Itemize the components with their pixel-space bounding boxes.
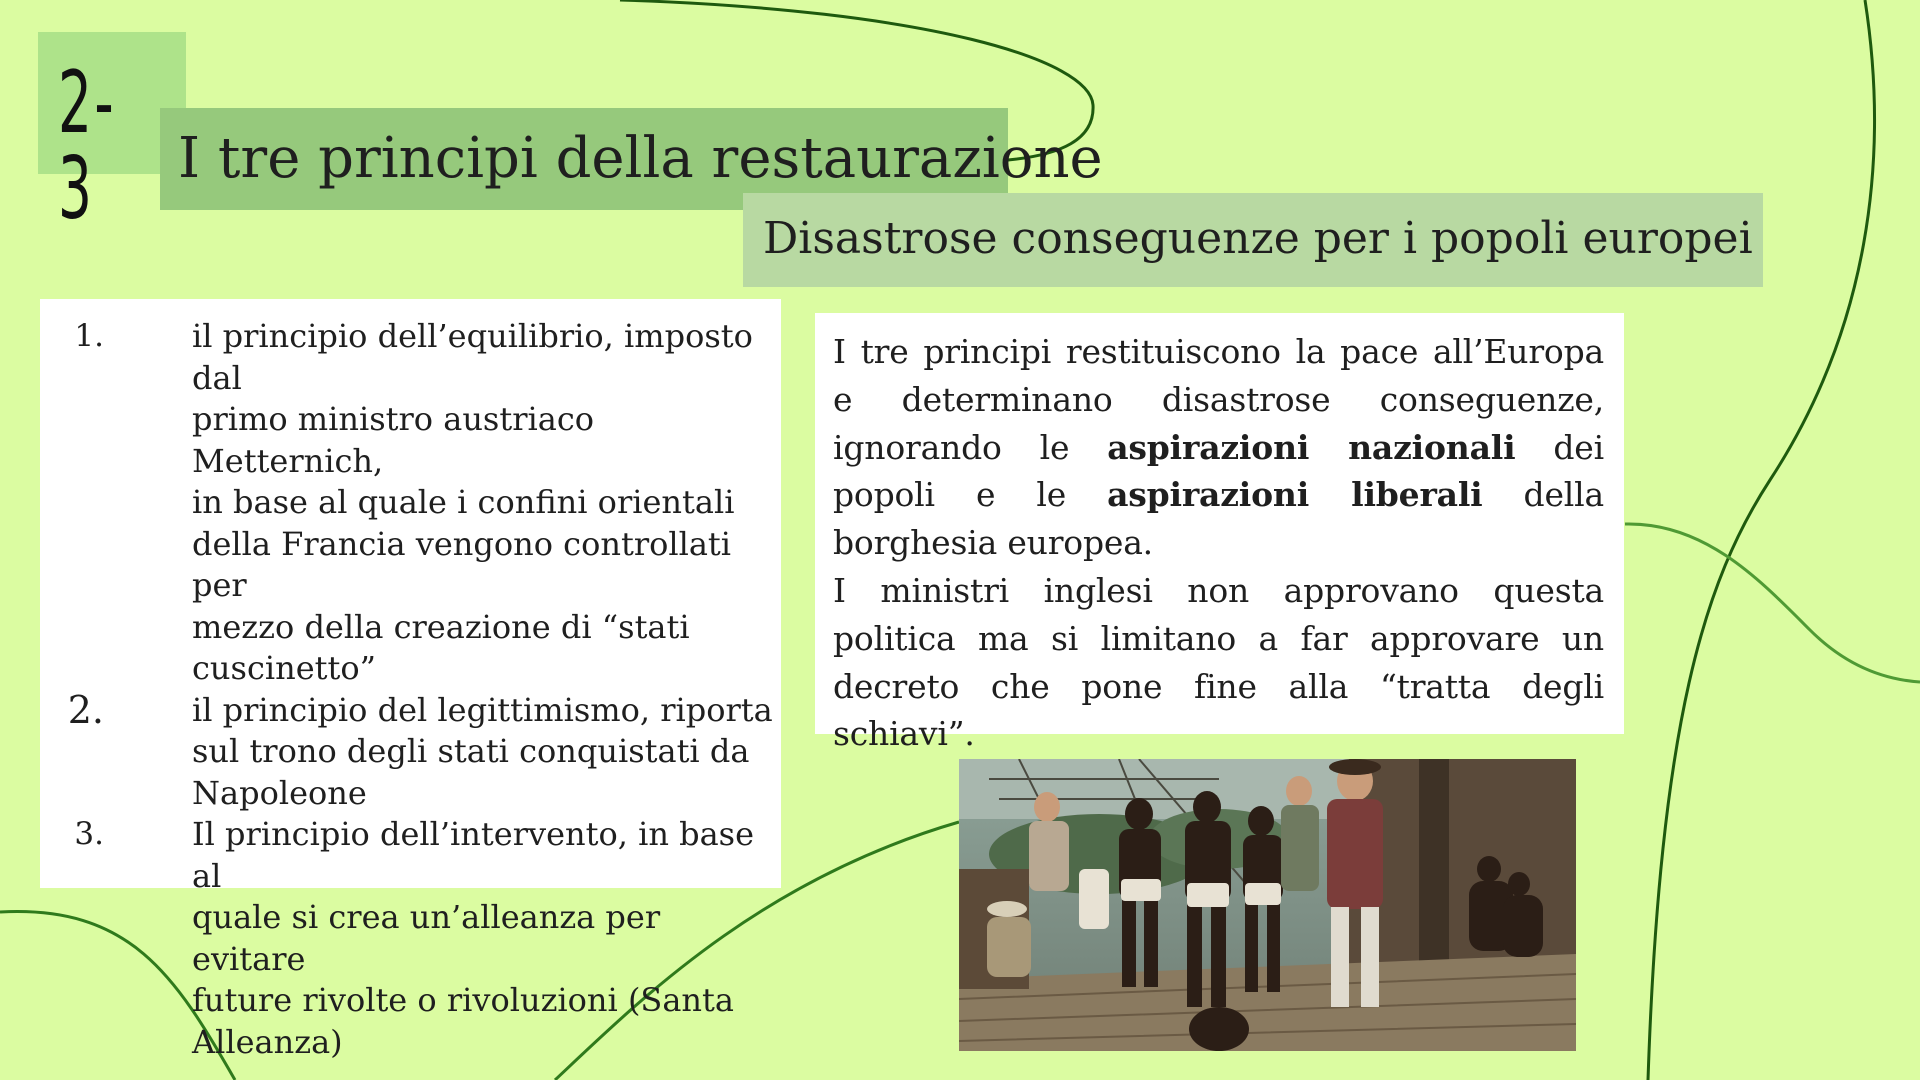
text-run: I tre principi restituiscono la pace all’Europa e determinano disastrose conseguenze, ignorando le	[833, 332, 1604, 467]
page-title: I tre principi della restaurazione	[178, 126, 1103, 191]
text-line: mezzo della creazione di “stati	[192, 607, 690, 646]
principle-item	[40, 814, 781, 1063]
text-line: Il principio dell’intervento, in base al	[192, 815, 755, 895]
slave-trade-illustration	[959, 759, 1576, 1051]
principle-number: 3.	[74, 816, 104, 852]
text-line: cuscinetto”	[192, 649, 376, 687]
text-line: il principio del legittimismo, riporta	[192, 690, 773, 729]
text-run: della borghesia europea.	[833, 475, 1604, 563]
principle-number: 1.	[74, 318, 104, 354]
right-vertical-curve	[1648, 0, 1874, 1080]
principle-text	[192, 690, 781, 815]
page-number: 2-3	[58, 53, 117, 239]
subtitle-banner	[743, 193, 1763, 287]
text-line: future rivolte o rivoluzioni (Santa	[192, 981, 734, 1019]
bold-term-national: aspirazioni nazionali	[1107, 427, 1516, 467]
text-line: Napoleone	[192, 773, 367, 812]
principle-number: 2.	[67, 687, 104, 732]
consequences-paragraph-2: I ministri inglesi non approvano questa politica ma si limitano a far approvare un decreto che pone fine alla “tratta degli schiavi”.	[833, 570, 1604, 754]
illustration-image	[959, 759, 1576, 1051]
consequences-card	[815, 313, 1624, 754]
text-run: dei popoli e le	[833, 427, 1604, 515]
consequences-paragraph-1	[833, 328, 1604, 567]
principle-text	[192, 814, 781, 1063]
text-line: il principio dell’equilibrio, imposto dal	[192, 317, 753, 397]
text-line: della Francia vengono controllati per	[192, 524, 732, 604]
page-subtitle: Disastrose conseguenze per i popoli europei	[763, 213, 1753, 264]
right-wave-curve	[1625, 524, 1920, 682]
text-line: quale si crea un’alleanza per evitare	[192, 898, 661, 978]
text-line: primo ministro austriaco Metternich,	[192, 400, 594, 480]
text-line: in base al quale i confini orientali	[192, 483, 735, 521]
principle-item	[40, 316, 781, 690]
text-line: sul trono degli stati conquistati da	[192, 732, 750, 770]
principle-item	[40, 687, 781, 815]
principle-text	[192, 316, 781, 690]
bold-term-liberal: aspirazioni liberali	[1107, 475, 1483, 515]
text-line: Alleanza)	[192, 1022, 343, 1061]
principles-card	[40, 299, 781, 1061]
